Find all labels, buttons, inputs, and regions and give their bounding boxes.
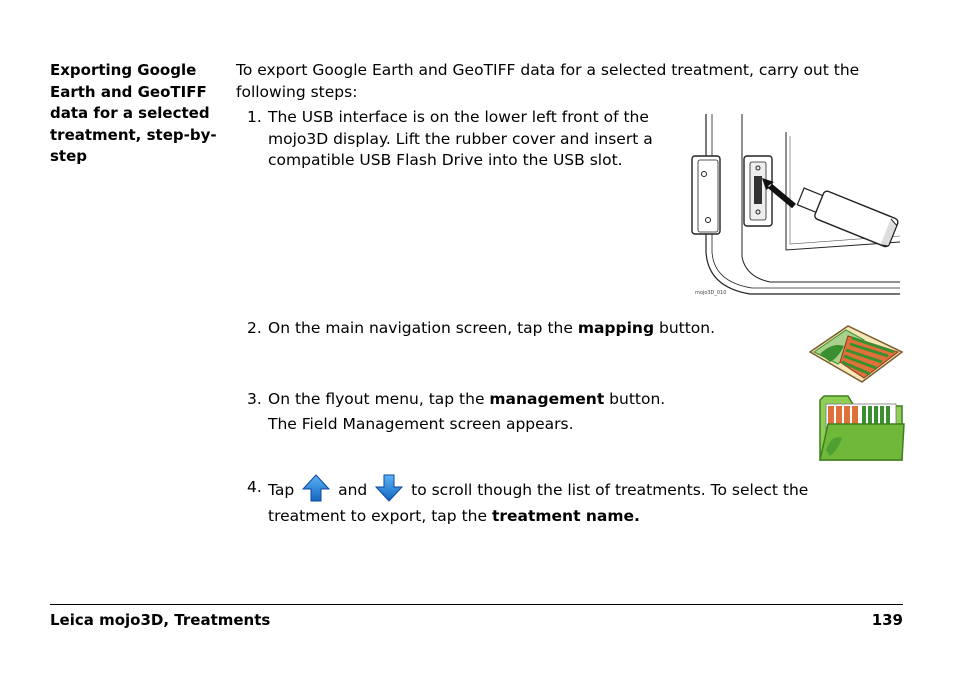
step-text [268, 477, 868, 529]
mapping-button-name: mapping [577, 319, 655, 337]
field-management-folder-icon [818, 394, 906, 462]
section-side-heading: Exporting Google Earth and GeoTIFF data for a selected treatment, step-by-step [50, 61, 217, 165]
step-text-part: Tap [268, 481, 300, 499]
treatment-name-term: treatment name. [491, 507, 640, 525]
step-text [268, 389, 808, 435]
usb-insert-illustration [690, 112, 902, 300]
step-text [268, 318, 808, 340]
step-number: 2. [247, 319, 262, 337]
step-text-part: and [333, 481, 373, 499]
management-button-name: management [489, 390, 605, 408]
up-arrow-icon [301, 473, 331, 503]
step-text-part: On the main navigation screen, tap the [268, 319, 578, 337]
page-number: 139 [871, 611, 903, 629]
step-number: 1. [247, 108, 262, 126]
step-number: 4. [247, 478, 262, 496]
usb-illustration-svg [690, 112, 902, 300]
mapping-icon [808, 322, 904, 386]
step-result-text: The Field Management screen appears. [268, 414, 574, 433]
step-text-part: On the flyout menu, tap the [268, 390, 490, 408]
intro-paragraph: To export Google Earth and GeoTIFF data for a selected treatment, carry out the following steps: [236, 61, 860, 101]
footer-title: Leica mojo3D, Treatments [50, 611, 271, 629]
step-text-part: to scroll though the list of treatments. To select the treatment to export, tap the [268, 481, 809, 525]
step-text: The USB interface is on the lower left front of the mojo3D display. Lift the rubber cover and insert a compatible USB Flash Drive into the USB slot. [268, 108, 653, 169]
figure-caption: mojo3D_010 [695, 290, 727, 296]
down-arrow-icon [374, 473, 404, 503]
step-text-part: button. [654, 319, 716, 337]
step-number: 3. [247, 390, 262, 408]
footer-divider [50, 604, 903, 605]
step-text-part: button. [604, 390, 666, 408]
